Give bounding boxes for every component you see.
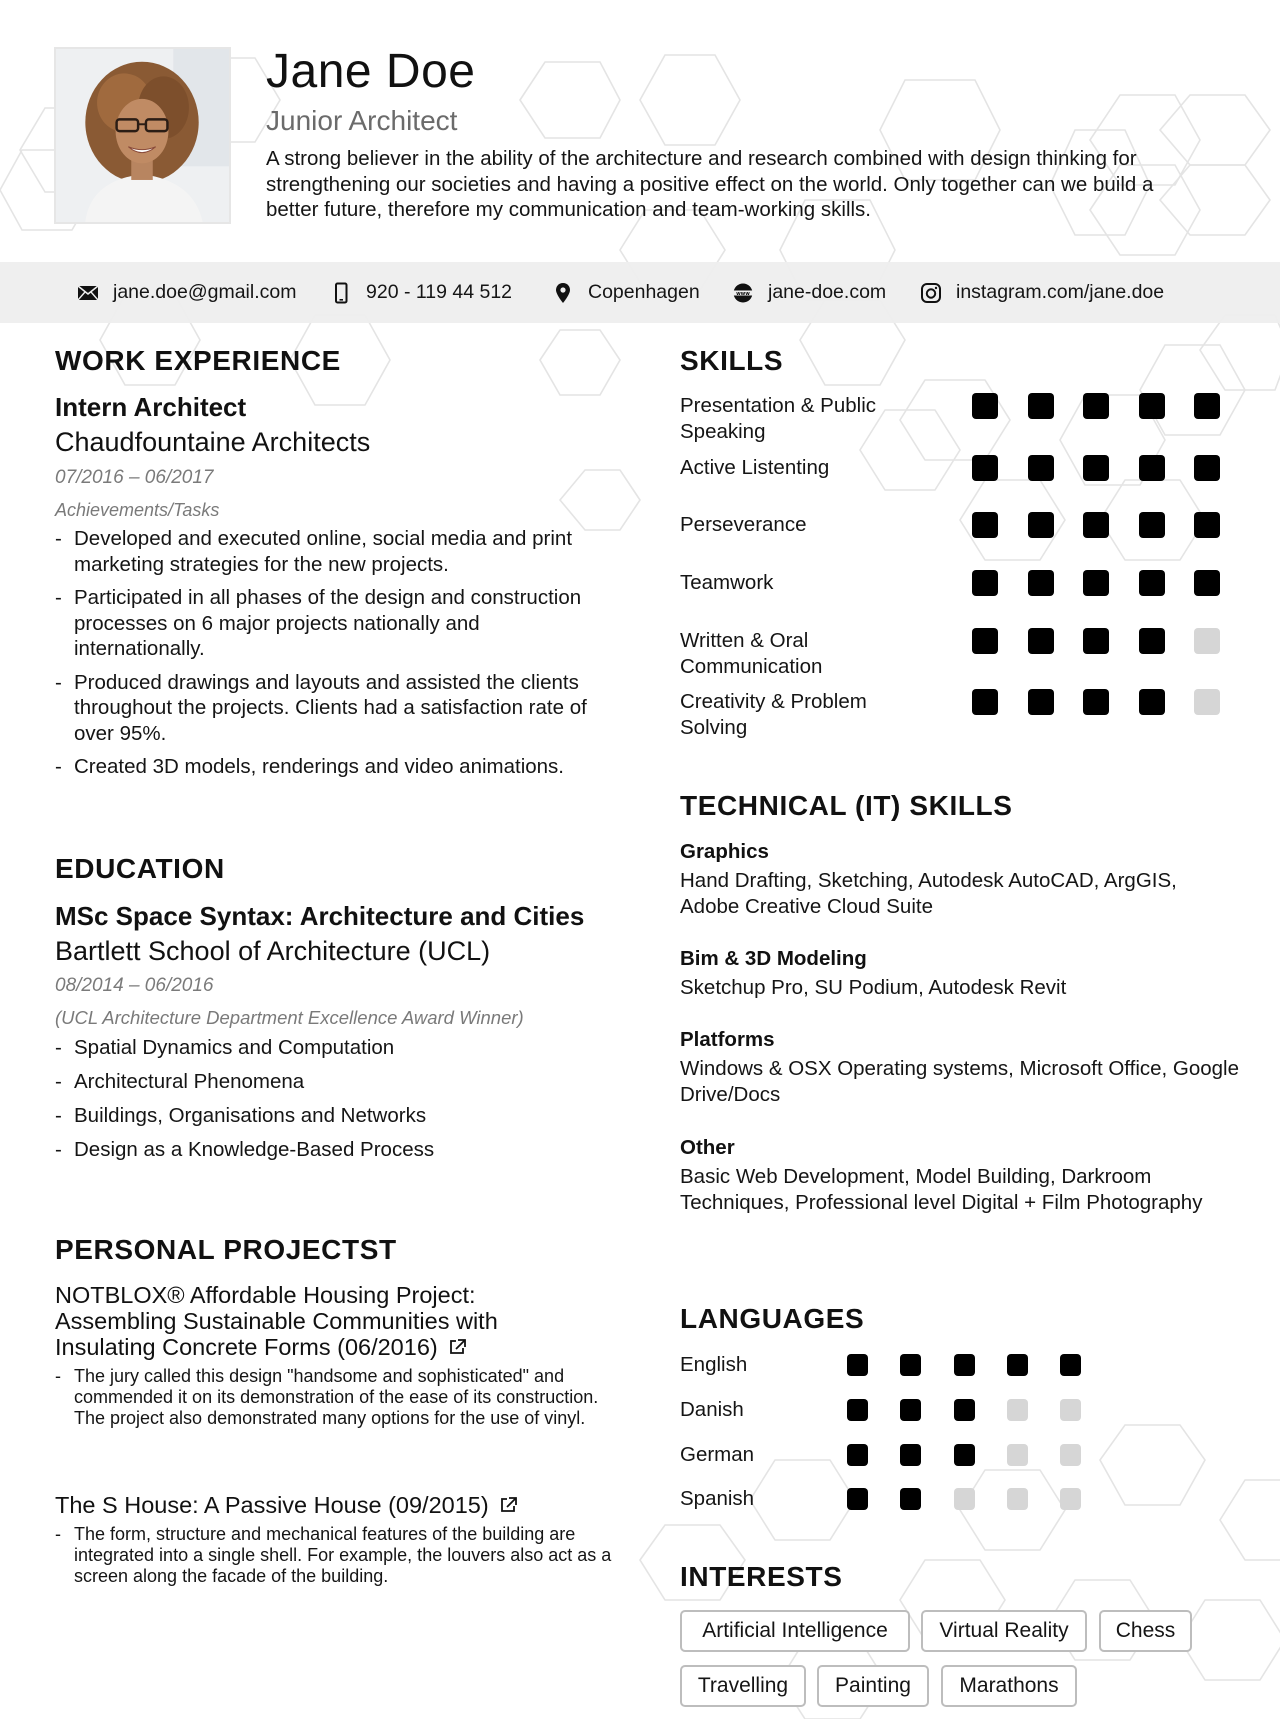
contact-email[interactable] — [77, 262, 296, 323]
contact-instagram[interactable] — [920, 262, 1164, 323]
tech-value: Sketchup Pro, SU Podium, Autodesk Revit — [680, 976, 1067, 999]
list-item: - Developed and executed online, social media and print marketing strategies for the new projects. — [55, 526, 615, 577]
rating-dot-empty — [1060, 1444, 1081, 1466]
language-name: German — [680, 1443, 755, 1466]
tech-group — [680, 946, 1240, 1001]
rating-dot-filled — [1028, 512, 1054, 538]
tech-category: Platforms — [680, 1028, 775, 1051]
rating-dot-filled — [900, 1488, 921, 1510]
rating-dot-filled — [1139, 628, 1165, 654]
job-bullets — [55, 526, 615, 780]
rating-dot-filled — [972, 393, 998, 419]
svg-text:www: www — [736, 290, 750, 297]
interest-chip: Virtual Reality — [921, 1610, 1087, 1652]
rating-dot-filled — [1194, 393, 1220, 419]
rating-dot-filled — [1083, 455, 1109, 481]
list-item: - Spatial Dynamics and Computation — [55, 1035, 615, 1061]
rating-dot-filled — [1194, 570, 1220, 596]
rating-dot-filled — [1007, 1354, 1028, 1376]
language-name: English — [680, 1353, 748, 1376]
rating-dot-filled — [900, 1399, 921, 1421]
website-text: jane-doe.com — [768, 281, 887, 303]
rating-dot-filled — [1028, 455, 1054, 481]
rating-dot-filled — [1139, 512, 1165, 538]
rating-dot-filled — [1083, 689, 1109, 715]
profile-photo — [54, 47, 231, 224]
project-title[interactable] — [55, 1492, 615, 1518]
tech-group — [680, 1027, 1240, 1107]
interest-chip: Marathons — [941, 1665, 1077, 1707]
rating-dot-empty — [1060, 1399, 1081, 1421]
list-item: - Participated in all phases of the design and construction processes on 6 major projects nationally and internationally. — [55, 585, 615, 662]
list-item: - Buildings, Organisations and Networks — [55, 1103, 615, 1129]
course-list — [55, 1035, 615, 1163]
interests-heading: INTERESTS — [680, 1561, 843, 1592]
contact-phone[interactable] — [330, 262, 512, 323]
portrait-image-icon — [56, 49, 229, 222]
rating-dot-filled — [1060, 1354, 1081, 1376]
rating-dot-filled — [1083, 570, 1109, 596]
list-item: - The jury called this design "handsome and sophisticated" and commended it on its demonstration of the ease of its construction. The project also demonstrated many options for the use of vinyl. — [55, 1366, 615, 1429]
rating-dot-filled — [1028, 570, 1054, 596]
rating-dot-filled — [847, 1444, 868, 1466]
rating-dot-filled — [954, 1444, 975, 1466]
interest-chip: Travelling — [680, 1665, 806, 1707]
tech-group — [680, 1135, 1220, 1215]
profile-summary: A strong believer in the ability of the architecture and research combined with design thinking for strengthening our societies and having a positive effect on the world. Only together can we build a better future, therefore my communication and team-working skills. — [266, 147, 1154, 221]
rating-dot-filled — [847, 1399, 868, 1421]
interest-chip: Painting — [817, 1665, 929, 1707]
rating-dot-filled — [1028, 393, 1054, 419]
technical-skills-heading: TECHNICAL (IT) SKILLS — [680, 790, 1013, 821]
job-company: Chaudfountaine Architects — [55, 427, 371, 457]
candidate-name: Jane Doe — [266, 45, 476, 98]
language-name: Spanish — [680, 1487, 755, 1510]
rating-dot-filled — [972, 570, 998, 596]
list-item: - Architectural Phenomena — [55, 1069, 615, 1095]
tech-value: Basic Web Development, Model Building, Darkroom Techniques, Professional level Digital + Film Photography — [680, 1165, 1203, 1214]
rating-dot-filled — [1139, 689, 1165, 715]
rating-dot-filled — [900, 1444, 921, 1466]
external-link-icon[interactable] — [448, 1338, 468, 1356]
rating-dot-filled — [1139, 455, 1165, 481]
project-bullets — [55, 1366, 615, 1429]
rating-dot-filled — [900, 1354, 921, 1376]
phone-text: 920 - 119 44 512 — [366, 281, 513, 303]
instagram-text: instagram.com/jane.doe — [956, 281, 1165, 303]
globe-www-icon — [732, 282, 754, 304]
candidate-title: Junior Architect — [266, 105, 458, 136]
skill-name: Creativity & Problem Solving — [680, 690, 867, 739]
work-experience-heading: WORK EXPERIENCE — [55, 345, 341, 376]
skill-name: Teamwork — [680, 571, 774, 594]
job-title: Intern Architect — [55, 392, 247, 422]
map-pin-icon — [552, 282, 574, 304]
instagram-icon — [920, 282, 942, 304]
project-title-text: The S House: A Passive House (09/2015) — [55, 1492, 489, 1518]
rating-dot-filled — [1139, 393, 1165, 419]
rating-dot-empty — [1007, 1399, 1028, 1421]
rating-dot-empty — [1194, 689, 1220, 715]
interest-chip: Chess — [1099, 1610, 1192, 1652]
education-dates: 08/2014 – 06/2016 — [55, 975, 214, 996]
envelope-icon — [77, 282, 99, 304]
language-name: Danish — [680, 1398, 744, 1421]
rating-dot-empty — [954, 1488, 975, 1510]
skill-name: Perseverance — [680, 513, 807, 536]
rating-dot-filled — [972, 689, 998, 715]
rating-dot-filled — [972, 628, 998, 654]
rating-dot-empty — [1007, 1488, 1028, 1510]
degree-title: MSc Space Syntax: Architecture and Cities — [55, 901, 585, 931]
skill-name: Presentation & Public Speaking — [680, 394, 877, 443]
rating-dot-filled — [847, 1354, 868, 1376]
mobile-phone-icon — [330, 282, 352, 304]
rating-dot-filled — [972, 512, 998, 538]
list-item: - The form, structure and mechanical features of the building are integrated into a single shell. For example, the louvers also act as a screen along the facade of the building. — [55, 1524, 615, 1587]
project-title-text: NOTBLOX® Affordable Housing Project: Assembling Sustainable Communities with Insulating Concrete Forms (06/2016) — [55, 1282, 498, 1360]
rating-dot-filled — [847, 1488, 868, 1510]
contact-website[interactable] — [732, 262, 886, 323]
rating-dot-filled — [1083, 628, 1109, 654]
email-text: jane.doe@gmail.com — [113, 281, 297, 303]
rating-dot-filled — [972, 455, 998, 481]
rating-dot-filled — [1028, 628, 1054, 654]
rating-dot-filled — [1194, 512, 1220, 538]
list-item: - Created 3D models, renderings and video animations. — [55, 754, 615, 780]
school-name: Bartlett School of Architecture (UCL) — [55, 936, 491, 966]
education-heading: EDUCATION — [55, 853, 225, 884]
job-subheading: Achievements/Tasks — [55, 500, 220, 520]
tech-group — [680, 839, 1240, 919]
education-award-note: (UCL Architecture Department Excellence Award Winner) — [55, 1007, 524, 1028]
rating-dot-empty — [1060, 1488, 1081, 1510]
rating-dot-filled — [1083, 512, 1109, 538]
rating-dot-filled — [1028, 689, 1054, 715]
rating-dot-filled — [954, 1399, 975, 1421]
project-title[interactable] — [55, 1282, 525, 1360]
skill-name: Active Listenting — [680, 456, 830, 479]
contact-location — [552, 262, 700, 323]
interest-chip: Artificial Intelligence — [680, 1610, 910, 1652]
skills-heading: SKILLS — [680, 345, 784, 376]
project-bullets — [55, 1524, 615, 1587]
skill-name: Written & Oral Communication — [680, 629, 823, 678]
languages-heading: LANGUAGES — [680, 1303, 865, 1334]
tech-value: Windows & OSX Operating systems, Microsoft Office, Google Drive/Docs — [680, 1057, 1240, 1106]
tech-value: Hand Drafting, Sketching, Autodesk AutoCAD, ArgGIS, Adobe Creative Cloud Suite — [680, 869, 1177, 918]
job-dates: 07/2016 – 06/2017 — [55, 467, 214, 488]
rating-dot-filled — [1083, 393, 1109, 419]
rating-dot-filled — [1139, 570, 1165, 596]
personal-projects-heading: PERSONAL PROJECTST — [55, 1234, 397, 1265]
tech-category: Bim & 3D Modeling — [680, 947, 867, 970]
rating-dot-empty — [1007, 1444, 1028, 1466]
tech-category: Other — [680, 1136, 735, 1159]
rating-dot-filled — [954, 1354, 975, 1376]
rating-dot-filled — [1194, 455, 1220, 481]
external-link-icon[interactable] — [499, 1496, 519, 1514]
rating-dot-empty — [1194, 628, 1220, 654]
list-item: - Design as a Knowledge-Based Process — [55, 1137, 615, 1163]
list-item: - Produced drawings and layouts and assisted the clients throughout the projects. Clients had a satisfaction rate of over 95%. — [55, 670, 615, 747]
location-text: Copenhagen — [588, 281, 700, 303]
tech-category: Graphics — [680, 840, 769, 863]
